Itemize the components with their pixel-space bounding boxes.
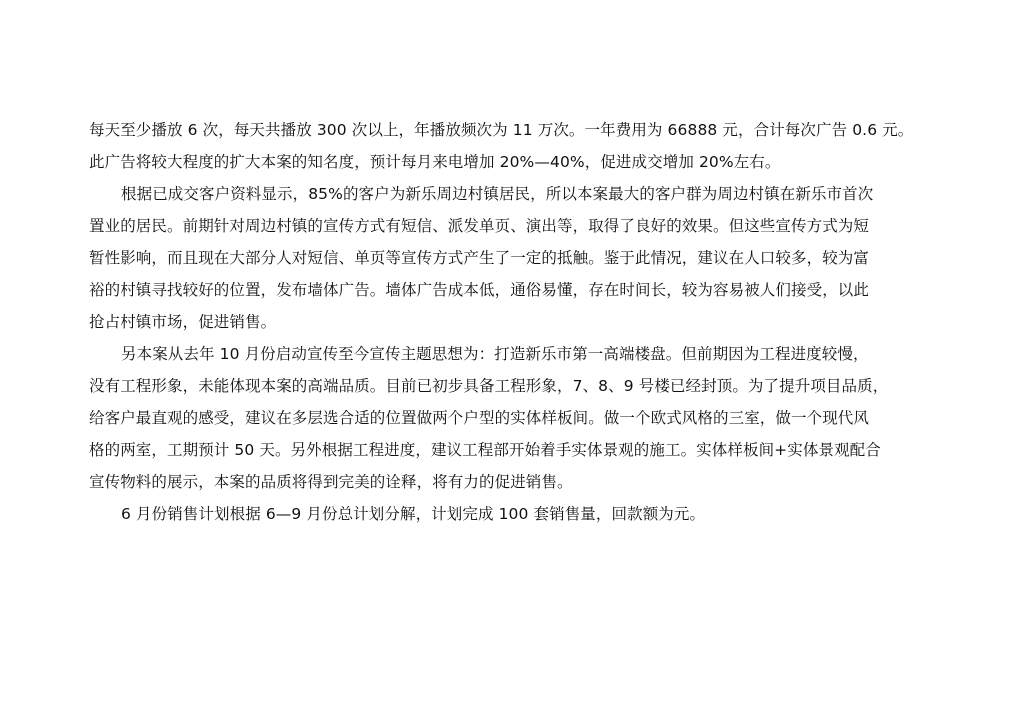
paragraph-line: 此广告将较大程度的扩大本案的知名度，预计每月来电增加 20%—40%，促进成交增加 20%左右。 xyxy=(89,153,781,171)
paragraph-line: 给客户最直观的感受，建议在多层选合适的位置做两个户型的实体样板间。做一个欧式风格的三室，做一个现代风 xyxy=(89,409,870,427)
paragraph-line: 根据已成交客户资料显示，85%的客户为新乐周边村镇居民，所以本案最大的客户群为周边村镇在新乐市首次 xyxy=(121,185,874,203)
paragraph-line: 没有工程形象，未能体现本案的高端品质。目前已初步具备工程形象，7、8、9 号楼已经封顶。为了提升项目品质， xyxy=(89,377,889,395)
paragraph-line: 另本案从去年 10 月份启动宣传至今宣传主题思想为：打造新乐市第一高端楼盘。但前期因为工程进度较慢， xyxy=(121,345,869,363)
paragraph-line: 格的两室，工期预计 50 天。另外根据工程进度，建议工程部开始着手实体景观的施工。实体样板间+实体景观配合 xyxy=(89,441,881,459)
paragraph-line: 抢占村镇市场，促进销售。 xyxy=(89,313,277,331)
paragraph-line: 宣传物料的展示，本案的品质将得到完美的诠释，将有力的促进销售。 xyxy=(89,473,573,491)
paragraph-line: 6 月份销售计划根据 6—9 月份总计划分解，计划完成 100 套销售量，回款额为元。 xyxy=(121,505,706,523)
paragraph-line: 每天至少播放 6 次，每天共播放 300 次以上，年播放频次为 11 万次。一年费用为 66888 元，合计每次广告 0.6 元。 xyxy=(89,121,914,139)
paragraph-line: 暂性影响，而且现在大部分人对短信、单页等宣传方式产生了一定的抵触。鉴于此情况，建议在人口较多，较为富 xyxy=(89,249,870,267)
paragraph-line: 置业的居民。前期针对周边村镇的宣传方式有短信、派发单页、演出等，取得了良好的效果。但这些宣传方式为短 xyxy=(89,217,870,235)
document-body xyxy=(89,114,941,530)
paragraph-line: 裕的村镇寻找较好的位置，发布墙体广告。墙体广告成本低，通俗易懂，存在时间长，较为容易被人们接受，以此 xyxy=(89,281,870,299)
